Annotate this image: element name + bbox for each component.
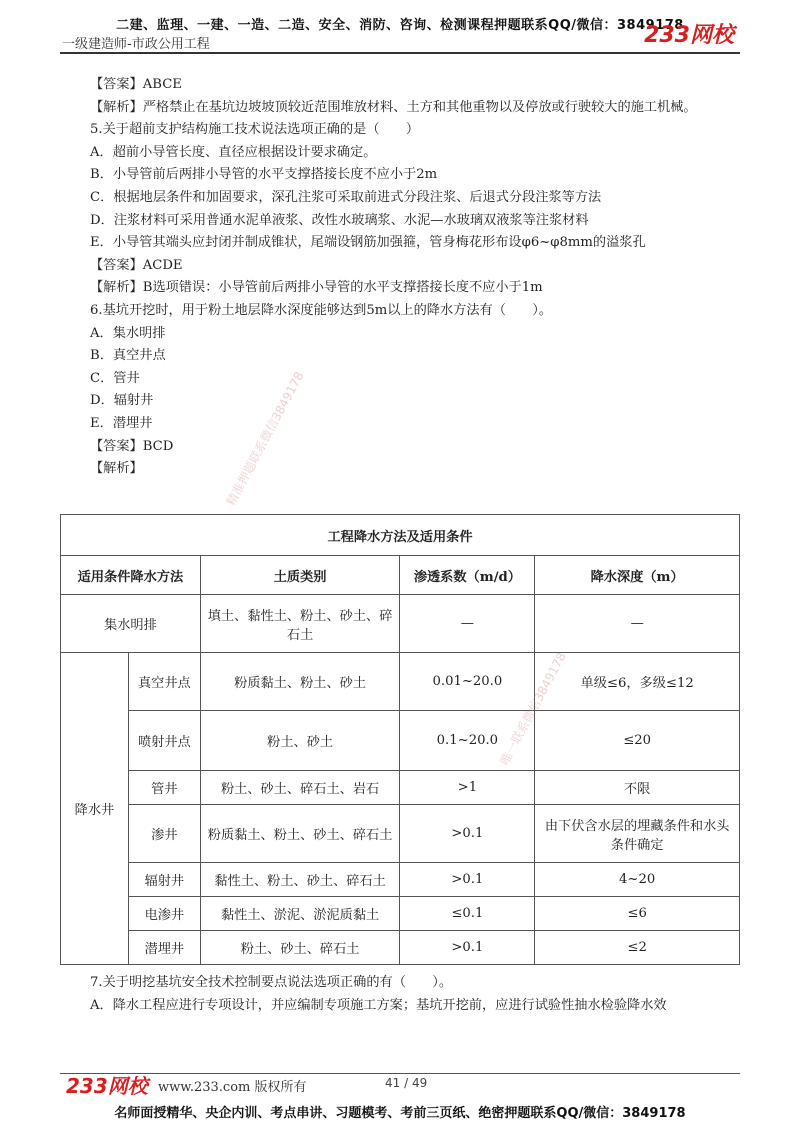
- q6-answer: 【答案】BCD: [90, 438, 174, 454]
- q5-answer: 【答案】ACDE: [90, 257, 183, 273]
- soil-cell: 黏性土、粉土、砂土、碎石土: [200, 863, 400, 897]
- q6-option-c: C．管井: [90, 370, 140, 386]
- table-row: [61, 653, 740, 711]
- depth-cell: —: [535, 595, 740, 653]
- soil-cell: 粉土、砂土、碎石土: [200, 931, 400, 965]
- soil-cell: 填土、黏性土、粉土、砂土、碎石土: [200, 595, 400, 653]
- method-cell: 喷射井点: [128, 711, 200, 771]
- soil-cell: 粉土、砂土: [200, 711, 400, 771]
- q4-analysis: 【解析】严格禁止在基坑边坡坡顶较近范围堆放材料、土方和其他重物以及停放或行驶较大的施工机械。: [90, 99, 697, 115]
- question-continuation: [62, 972, 740, 1017]
- table-caption: 工程降水方法及适用条件: [61, 515, 740, 556]
- q6-option-a: A．集水明排: [90, 325, 166, 341]
- method-cell: 电渗井: [128, 897, 200, 931]
- q5-option-b: B．小导管前后两排小导管的水平支撑搭接长度不应小于2m: [90, 167, 438, 183]
- q6-title: 6.基坑开挖时，用于粉土地层降水深度能够达到5m以上的降水方法有（ ）。: [90, 302, 553, 318]
- table-header-depth: 降水深度（m）: [535, 556, 740, 595]
- q6-option-d: D．辐射井: [90, 393, 154, 409]
- permeability-cell: >0.1: [400, 805, 535, 863]
- header-contact-line: 二建、监理、一建、一造、二造、安全、消防、咨询、检测课程押题联系QQ/微信：3849178: [116, 18, 684, 33]
- permeability-cell: —: [400, 595, 535, 653]
- method-cell: 真空井点: [128, 653, 200, 711]
- permeability-cell: >1: [400, 771, 535, 805]
- page-number: 41 / 49: [385, 1076, 428, 1090]
- soil-cell: 粉质黏土、粉土、砂土、碎石土: [200, 805, 400, 863]
- q6-option-b: B．真空井点: [90, 348, 166, 364]
- footer-divider: [60, 1073, 740, 1074]
- table-row: [61, 595, 740, 653]
- method-cell: 辐射井: [128, 863, 200, 897]
- watermark-text: 精准押题联系微信3849178: [223, 369, 307, 509]
- permeability-cell: >0.1: [400, 863, 535, 897]
- q5-option-d: D．注浆材料可采用普通水泥单液浆、改性水玻璃浆、水泥—水玻璃双液浆等注浆材料: [90, 212, 589, 228]
- q5-option-a: A．超前小导管长度、直径应根据设计要求确定。: [90, 144, 377, 160]
- permeability-cell: 0.01~20.0: [400, 653, 535, 711]
- table-row: [61, 805, 740, 863]
- depth-cell: ≤2: [535, 931, 740, 965]
- permeability-cell: ≤0.1: [400, 897, 535, 931]
- method-cell: 潜埋井: [128, 931, 200, 965]
- depth-cell: ≤6: [535, 897, 740, 931]
- soil-cell: 黏性土、淤泥、淤泥质黏土: [200, 897, 400, 931]
- q4-answer: 【答案】ABCE: [90, 77, 182, 92]
- q5-option-c: C．根据地层条件和加固要求，深孔注浆可采取前进式分段注浆、后退式分段注浆等方法: [90, 189, 602, 205]
- question-content: [62, 74, 740, 481]
- depth-cell: 不限: [535, 771, 740, 805]
- table-row: [61, 863, 740, 897]
- q6-analysis: 【解析】: [90, 461, 143, 477]
- brand-logo: 233网校: [644, 23, 734, 48]
- table-row: [61, 931, 740, 965]
- depth-cell: 单级≤6，多级≤12: [535, 653, 740, 711]
- footer-logo: 233网校: [66, 1074, 148, 1098]
- watermark-text: 唯一联系微信3849178: [497, 650, 569, 768]
- group-label-cell: 降水井: [61, 653, 129, 965]
- depth-cell: ≤20: [535, 711, 740, 771]
- method-cell: 管井: [128, 771, 200, 805]
- header-divider: [60, 52, 740, 54]
- dewatering-methods-table: [60, 514, 740, 965]
- table-row: [61, 711, 740, 771]
- table-header-method: 适用条件降水方法: [61, 556, 201, 595]
- q5-analysis: 【解析】B选项错误：小导管前后两排小导管的水平支撑搭接长度不应小于1m: [90, 280, 543, 296]
- q5-title: 5.关于超前支护结构施工技术说法选项正确的是（ ）: [90, 122, 420, 138]
- method-cell: 渗井: [128, 805, 200, 863]
- soil-cell: 粉质黏土、粉土、砂土: [200, 653, 400, 711]
- q7-title: 7.关于明挖基坑安全技术控制要点说法选项正确的有（ ）。: [90, 975, 453, 990]
- table-header-permeability: 渗透系数（m/d）: [400, 556, 535, 595]
- soil-cell: 粉土、砂土、碎石土、岩石: [200, 771, 400, 805]
- table-header-soil: 土质类别: [200, 556, 400, 595]
- footer-copyright: www.233.com 版权所有: [158, 1080, 307, 1095]
- table-row: [61, 897, 740, 931]
- table-row: [61, 771, 740, 805]
- permeability-cell: >0.1: [400, 931, 535, 965]
- q7-option-a: A．降水工程应进行专项设计，并应编制专项施工方案；基坑开挖前，应进行试验性抽水检验降水效: [90, 997, 667, 1013]
- footer-contact-line: 名师面授精华、央企内训、考点串讲、习题模考、考前三页纸、绝密押题联系QQ/微信：3849178: [114, 1106, 686, 1121]
- depth-cell: 由下伏含水层的埋藏条件和水头条件确定: [535, 805, 740, 863]
- q5-option-e: E．小导管其端头应封闭并制成锥状，尾端设钢筋加强箍，管身梅花形布设φ6~φ8mm的溢浆孔: [90, 235, 646, 251]
- q6-option-e: E．潜埋井: [90, 415, 153, 431]
- permeability-cell: 0.1~20.0: [400, 711, 535, 771]
- document-subtitle: 一级建造师-市政公用工程: [62, 37, 210, 52]
- method-cell: 集水明排: [61, 595, 201, 653]
- depth-cell: 4~20: [535, 863, 740, 897]
